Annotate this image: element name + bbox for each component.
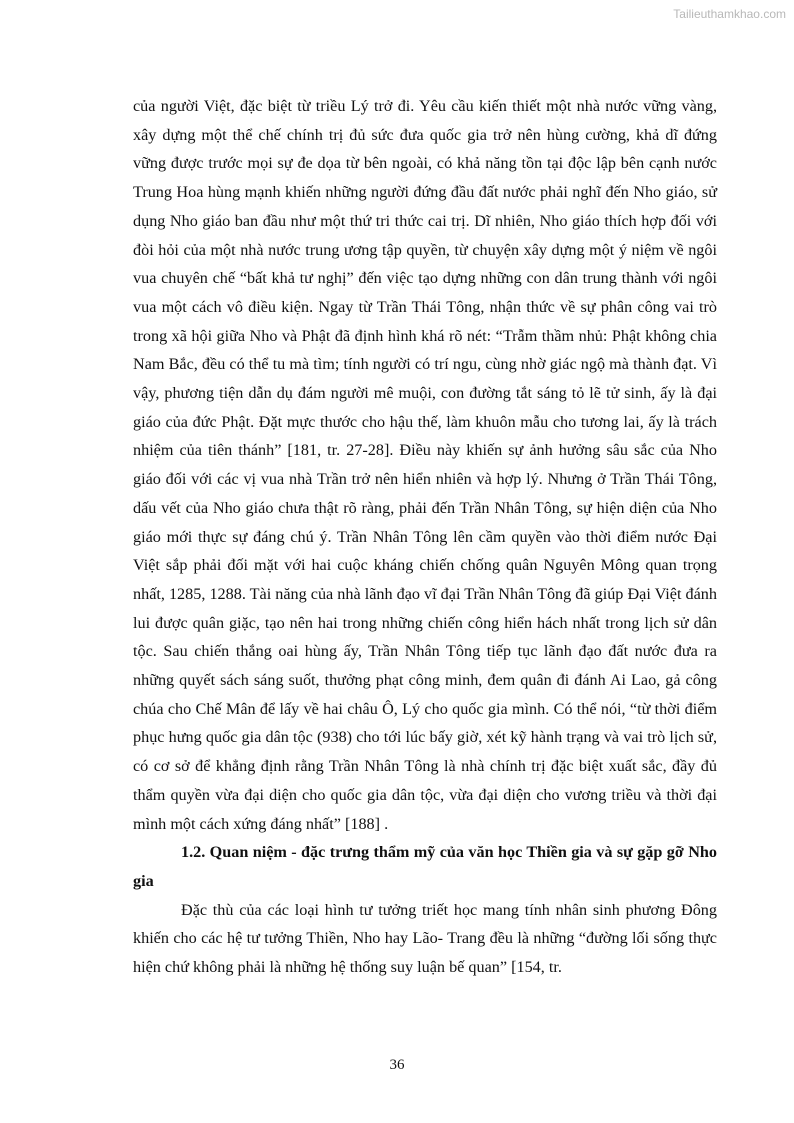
page-number: 36: [389, 1057, 405, 1073]
watermark: Tailieuthamkhao.com: [673, 7, 786, 21]
section-paragraph: Đặc thù của các loại hình tư tưởng triết học mang tính nhân sinh phương Đông khiến cho các hệ tư tưởng Thiền, Nho hay Lão- Trang đều là những “đường lối sống thực hiện chứ không phải là những hệ thống suy luận bế quan” [154, tr.: [133, 900, 717, 977]
section-heading: 1.2. Quan niệm - đặc trưng thẩm mỹ của văn học Thiền gia và sự gặp gỡ Nho gia: [133, 843, 717, 890]
page-body: [133, 92, 717, 982]
body-paragraph: của người Việt, đặc biệt từ triều Lý trở đi. Yêu cầu kiến thiết một nhà nước vững vàng, xây dựng một thể chế chính trị đủ sức đưa quốc gia trở nên hùng cường, khả dĩ đứng vững được trước mọi sự đe dọa từ bên ngoài, có khả năng tồn tại độc lập bên cạnh nước Trung Hoa hùng mạnh khiến những người đứng đầu đất nước phải nghĩ đến Nho giáo, sử dụng Nho giáo ban đầu như một thứ tri thức cai trị. Dĩ nhiên, Nho giáo thích hợp đối với đòi hỏi của một nhà nước trung ương tập quyền, từ chuyện xây dựng một ý niệm về ngôi vua chuyên chế “bất khả tư nghị” đến việc tạo dựng những con dân trung thành với ngôi vua một cách vô điều kiện. Ngay từ Trần Thái Tông, nhận thức về sự phân công vai trò trong xã hội giữa Nho và Phật đã định hình khá rõ nét: “Trẫm thầm nhủ: Phật không chia Nam Bắc, đều có thể tu mà tìm; tính người có trí ngu, cùng nhờ giác ngộ mà thành đạt. Vì vậy, phương tiện dẫn dụ đám người mê muội, con đường tắt sáng tỏ lẽ tử sinh, ấy là đại giáo của đức Phật. Đặt mực thước cho hậu thế, làm khuôn mẫu cho tương lai, ấy là trách nhiệm của tiên thánh” [181, tr. 27-28]. Điều này khiến sự ảnh hưởng sâu sắc của Nho giáo đối với các vị vua nhà Trần trở nên hiển nhiên và hợp lý. Nhưng ở Trần Thái Tông, dấu vết của Nho giáo chưa thật rõ ràng, phải đến Trần Nhân Tông, sự hiện diện của Nho giáo mới thực sự đáng chú ý. Trần Nhân Tông lên cầm quyền vào thời điểm nước Đại Việt sắp phải đối mặt với hai cuộc kháng chiến chống quân Nguyên Mông quan trọng nhất, 1285, 1288. Tài năng của nhà lãnh đạo vĩ đại Trần Nhân Tông đã giúp Đại Việt đánh lui được quân giặc, tạo nên hai trong những chiến công hiển hách nhất trong lịch sử dân tộc. Sau chiến thắng oai hùng ấy, Trần Nhân Tông tiếp tục lãnh đạo đất nước đưa ra những quyết sách sáng suốt, thưởng phạt công minh, đem quân đi đánh Ai Lao, gả công chúa cho Chế Mân để lấy về hai châu Ô, Lý cho quốc gia mình. Có thể nói, “từ thời điểm phục hưng quốc gia dân tộc (938) cho tới lúc bấy giờ, xét kỹ hành trạng và vai trò lịch sử, có cơ sở để khẳng định rằng Trần Nhân Tông là nhà chính trị đặc biệt xuất sắc, đầy đủ thẩm quyền vừa đại diện cho quốc gia dân tộc, vừa đại diện cho vương triều và thời đại mình một cách xứng đáng nhất” [188] .: [133, 97, 717, 833]
